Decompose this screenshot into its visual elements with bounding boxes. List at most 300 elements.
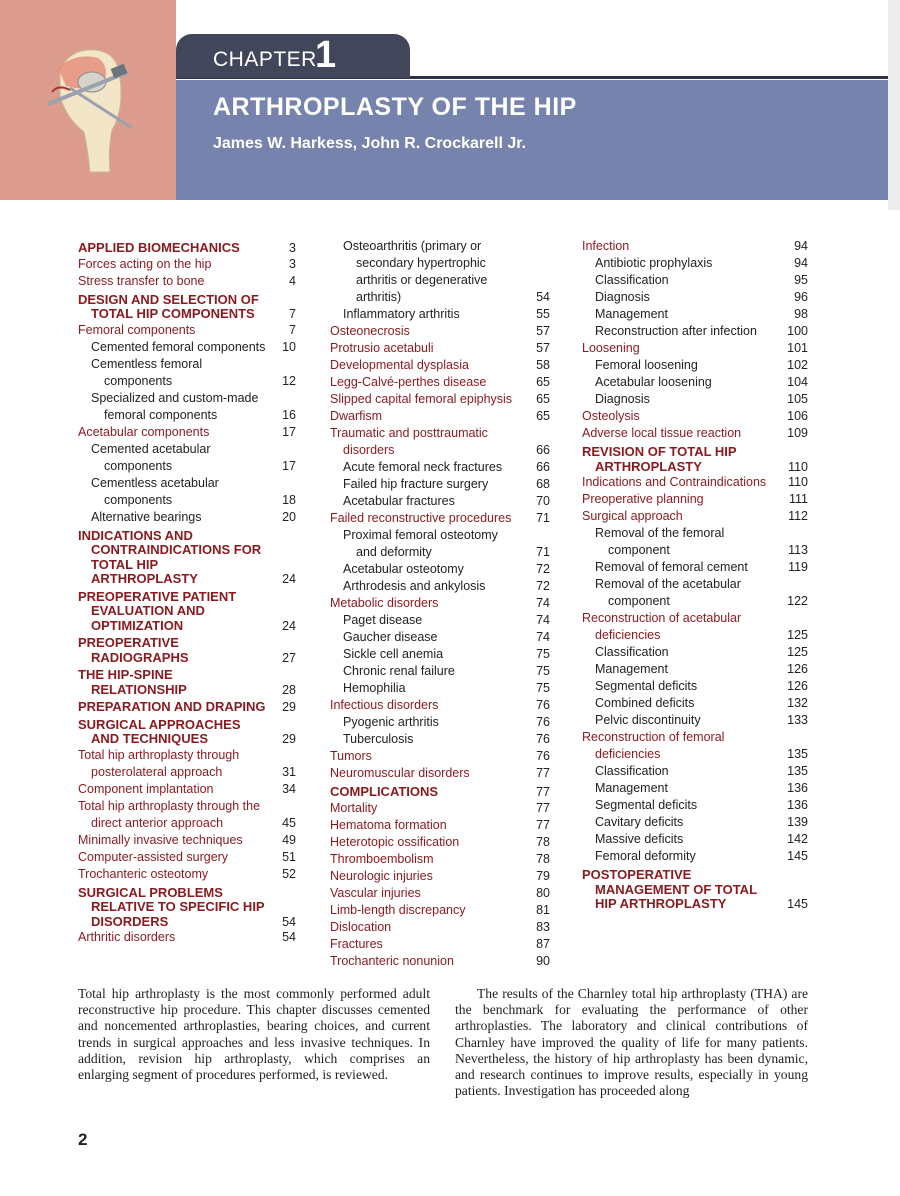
toc-entry-title: APPLIED BIOMECHANICS: [78, 240, 240, 255]
toc-page-number: 76: [536, 715, 550, 729]
toc-entry-title: Arthrodesis and ankylosis: [343, 579, 486, 593]
toc-entry: [582, 357, 808, 374]
toc-entry: [330, 510, 550, 527]
toc-page-number: 20: [282, 509, 296, 524]
toc-entry-title: DESIGN AND SELECTION OF TOTAL HIP COMPONENTS: [78, 291, 259, 321]
toc-page-number: 17: [282, 424, 296, 439]
toc-entry: [330, 663, 550, 680]
toc-entry-title: Legg-Calvé-perthes disease: [330, 375, 487, 389]
toc-page-number: 49: [282, 832, 296, 847]
toc-entry-title: Acute femoral neck fractures: [343, 460, 503, 474]
toc-entry: [582, 391, 808, 408]
toc-page-number: 78: [536, 834, 550, 849]
toc-page-number: 112: [788, 509, 808, 523]
chapter-label: CHAPTER: [213, 48, 317, 71]
toc-entry: [582, 797, 808, 814]
toc-page-number: 66: [536, 460, 550, 474]
toc-entry-title: Minimally invasive techniques: [78, 832, 243, 847]
toc-entry-title: Neuromuscular disorders: [330, 766, 470, 780]
toc-page-number: 139: [787, 815, 808, 829]
toc-entry-title: Arthritic disorders: [78, 930, 176, 944]
toc-page-number: 72: [536, 562, 550, 576]
toc-column-2: [330, 238, 550, 970]
page-edge: [888, 0, 900, 210]
toc-entry: [78, 781, 296, 798]
toc-page-number: 65: [536, 392, 550, 406]
toc-entry: [330, 238, 550, 306]
toc-entry: [330, 714, 550, 731]
toc-entry-title: Metabolic disorders: [330, 596, 439, 610]
toc-page-number: 95: [794, 273, 808, 287]
toc-page-number: 10: [282, 339, 296, 354]
toc-entry: [582, 695, 808, 712]
chapter-authors: James W. Harkess, John R. Crockarell Jr.: [213, 135, 527, 152]
toc-section-heading: [582, 868, 808, 912]
toc-page-number: 24: [282, 618, 296, 633]
toc-entry-title: Cementless acetabular components: [91, 475, 219, 507]
toc-entry: [330, 851, 550, 868]
toc-entry: [582, 425, 808, 442]
toc-page-number: 24: [282, 572, 296, 586]
toc-entry: [330, 697, 550, 714]
toc-page-number: 71: [536, 511, 550, 525]
toc-page-number: 51: [282, 849, 296, 864]
chapter-illustration: [0, 0, 176, 200]
toc-entry-title: Classification: [595, 764, 669, 778]
toc-entry-title: Classification: [595, 645, 669, 659]
toc-entry-title: Surgical approach: [582, 509, 683, 523]
toc-entry: [582, 491, 808, 508]
toc-page-number: 52: [282, 866, 296, 881]
toc-section-heading: [78, 590, 296, 634]
toc-page-number: 74: [536, 630, 550, 644]
toc-entry-title: Removal of femoral cement: [595, 560, 748, 574]
toc-section-heading: [582, 445, 808, 474]
toc-page-number: 29: [282, 700, 296, 714]
toc-entry: [78, 322, 296, 339]
toc-entry-title: Removal of the acetabular component: [595, 577, 741, 608]
toc-entry-title: Failed reconstructive procedures: [330, 511, 512, 525]
toc-entry-title: Trochanteric nonunion: [330, 953, 454, 968]
body-paragraph-2: The results of the Charnley total hip arthroplasty (THA) are the benchmark for evaluating the performance of other arthroplasties. The laboratory and clinical contributions of Charnley have improved the quality of life for many patients. Nevertheless, the history of hip arthroplasty has been dynamic, and research continues to improve results, especially in young patients. Investigation has proceeded along: [455, 986, 808, 1099]
toc-entry-title: PREPARATION AND DRAPING: [78, 699, 266, 714]
toc-entry: [78, 273, 296, 290]
toc-entry-title: Computer-assisted surgery: [78, 849, 229, 864]
toc-page-number: 111: [788, 492, 808, 506]
toc-entry-title: Cementless femoral components: [91, 356, 203, 388]
toc-entry-title: Osteonecrosis: [330, 324, 410, 338]
toc-entry-title: Acetabular loosening: [595, 375, 712, 389]
toc-entry: [582, 729, 808, 763]
toc-page-number: 57: [536, 324, 550, 338]
toc-page-number: 31: [282, 764, 296, 779]
toc-page-number: 113: [788, 543, 808, 557]
toc-entry: [330, 391, 550, 408]
toc-entry: [330, 953, 550, 970]
toc-entry: [582, 289, 808, 306]
chapter-tab: [176, 34, 410, 78]
toc-page-number: 65: [536, 375, 550, 389]
toc-entry: [78, 929, 296, 946]
toc-page-number: 70: [536, 494, 550, 508]
toc-entry-title: Forces acting on the hip: [78, 256, 212, 271]
toc-page-number: 132: [787, 696, 808, 710]
toc-page-number: 76: [536, 698, 550, 712]
toc-entry: [78, 356, 296, 390]
toc-page-number: 105: [787, 392, 808, 406]
toc-page-number: 133: [787, 713, 808, 727]
toc-entry-title: Protrusio acetabuli: [330, 341, 434, 355]
toc-entry-title: Proximal femoral osteotomy and deformity: [343, 528, 498, 559]
toc-entry-title: Dislocation: [330, 919, 392, 934]
toc-entry-title: Limb-length discrepancy: [330, 902, 466, 917]
toc-entry-title: Infection: [582, 239, 630, 253]
toc-entry-title: Femoral loosening: [595, 358, 698, 372]
toc-page-number: 75: [536, 664, 550, 678]
toc-entry: [330, 476, 550, 493]
toc-page-number: 68: [536, 477, 550, 491]
toc-page-number: 125: [787, 645, 808, 659]
toc-entry: [582, 678, 808, 695]
toc-entry: [330, 561, 550, 578]
toc-page-number: 12: [282, 373, 296, 388]
toc-entry: [330, 527, 550, 561]
toc-entry: [582, 780, 808, 797]
toc-section-heading: [78, 529, 296, 587]
toc-entry-title: REVISION OF TOTAL HIP ARTHROPLASTY: [582, 444, 737, 474]
toc-entry: [330, 340, 550, 357]
toc-entry-title: Total hip arthroplasty through the direct anterior approach: [78, 798, 261, 830]
toc-page-number: 54: [536, 290, 550, 304]
toc-entry: [78, 475, 296, 509]
toc-entry-title: Reconstruction of acetabular deficiencies: [582, 611, 742, 642]
toc-entry: [582, 306, 808, 323]
toc-entry: [330, 595, 550, 612]
toc-page-number: 104: [787, 375, 808, 389]
toc-entry: [582, 848, 808, 865]
chapter-title: ARTHROPLASTY OF THE HIP: [213, 93, 577, 121]
toc-page-number: 28: [282, 682, 296, 697]
toc-page-number: 145: [787, 897, 808, 911]
toc-page-number: 94: [794, 256, 808, 270]
toc-entry: [330, 459, 550, 476]
toc-entry-title: Management: [595, 307, 668, 321]
toc-entry: [330, 868, 550, 885]
toc-page-number: 16: [282, 407, 296, 422]
toc-entry: [78, 339, 296, 356]
toc-page-number: 7: [289, 307, 296, 321]
toc-page-number: 142: [787, 832, 808, 846]
toc-page-number: 77: [536, 817, 550, 832]
toc-page-number: 74: [536, 613, 550, 627]
toc-page-number: 3: [289, 256, 296, 271]
toc-page-number: 90: [536, 953, 550, 968]
toc-entry-title: Acetabular components: [78, 424, 210, 439]
body-paragraph-1: Total hip arthroplasty is the most commonly performed adult reconstructive hip procedure. This chapter discusses cemented and noncemented arthroplasties, bearing choices, and current trends in surgical approaches and less invasive techniques. In addition, revision hip arthroplasty, which comprises an enlarging segment of procedures performed, is reviewed.: [78, 986, 430, 1083]
toc-entry-title: Segmental deficits: [595, 798, 698, 812]
toc-entry-title: Dwarfism: [330, 409, 383, 423]
toc-entry-title: Gaucher disease: [343, 630, 438, 644]
toc-entry-title: Pelvic discontinuity: [595, 713, 701, 727]
chapter-number: 1: [315, 34, 337, 76]
toc-entry-title: Cemented acetabular components: [91, 441, 211, 473]
toc-entry: [582, 474, 808, 491]
toc-entry-title: Classification: [595, 273, 669, 287]
toc-page-number: 34: [282, 781, 296, 796]
toc-page-number: 106: [787, 409, 808, 423]
toc-entry-title: SURGICAL PROBLEMS RELATIVE TO SPECIFIC HIP DISORDERS: [78, 884, 265, 929]
toc-page-number: 78: [536, 851, 550, 866]
toc-entry: [78, 866, 296, 883]
toc-entry-title: Failed hip fracture surgery: [343, 477, 489, 491]
toc-entry: [330, 902, 550, 919]
toc-entry-title: Hematoma formation: [330, 817, 447, 832]
toc-entry: [78, 256, 296, 273]
toc-page-number: 74: [536, 596, 550, 610]
toc-entry: [78, 441, 296, 475]
toc-page-number: 3: [289, 241, 296, 255]
toc-entry-title: Segmental deficits: [595, 679, 698, 693]
toc-entry: [582, 831, 808, 848]
toc-entry-title: Acetabular fractures: [343, 494, 455, 508]
toc-entry: [330, 612, 550, 629]
toc-entry-title: Adverse local tissue reaction: [582, 426, 742, 440]
toc-entry: [582, 763, 808, 780]
toc-page-number: 136: [787, 798, 808, 812]
toc-entry: [330, 374, 550, 391]
toc-entry: [330, 919, 550, 936]
toc-entry-title: Acetabular osteotomy: [343, 562, 464, 576]
toc-entry-title: PREOPERATIVE RADIOGRAPHS: [78, 635, 189, 665]
toc-entry-title: Tumors: [330, 749, 372, 763]
toc-entry-title: Mortality: [330, 800, 378, 815]
toc-page-number: 102: [787, 358, 808, 372]
toc-entry-title: Femoral components: [78, 322, 196, 337]
toc-entry: [330, 493, 550, 510]
toc-section-heading: [78, 886, 296, 930]
toc-entry: [582, 408, 808, 425]
toc-page-number: 83: [536, 919, 550, 934]
toc-entry-title: Alternative bearings: [91, 509, 202, 524]
toc-entry: [330, 357, 550, 374]
toc-entry-title: COMPLICATIONS: [330, 784, 439, 799]
toc-page-number: 4: [289, 273, 296, 288]
toc-entry-title: Tuberculosis: [343, 732, 414, 746]
hip-arthroplasty-illustration: [0, 0, 176, 200]
toc-entry: [330, 765, 550, 782]
toc-page-number: 76: [536, 732, 550, 746]
toc-page-number: 72: [536, 579, 550, 593]
toc-entry: [330, 680, 550, 697]
toc-entry-title: Vascular injuries: [330, 885, 421, 900]
toc-page-number: 29: [282, 732, 296, 746]
toc-entry-title: Preoperative planning: [582, 492, 704, 506]
toc-entry-title: Stress transfer to bone: [78, 273, 205, 288]
toc-page-number: 55: [536, 307, 550, 321]
toc-entry: [582, 814, 808, 831]
toc-page-number: 110: [788, 459, 808, 474]
toc-page-number: 96: [794, 290, 808, 304]
toc-entry-title: INDICATIONS AND CONTRAINDICATIONS FOR TOTAL HIP ARTHROPLASTY: [78, 527, 262, 586]
toc-page-number: 135: [787, 764, 808, 778]
toc-entry-title: Diagnosis: [595, 290, 650, 304]
toc-entry: [582, 576, 808, 610]
toc-page-number: 126: [787, 679, 808, 693]
page-number: 2: [78, 1130, 88, 1149]
toc-entry-title: Indications and Contraindications: [582, 475, 767, 489]
toc-entry: [330, 800, 550, 817]
toc-entry-title: Infectious disorders: [330, 698, 439, 712]
toc-entry-title: Management: [595, 662, 668, 676]
toc-entry: [582, 610, 808, 644]
toc-entry-title: Traumatic and posttraumatic disorders: [330, 426, 488, 457]
toc-entry-title: Removal of the femoral component: [595, 526, 725, 557]
toc-entry-title: Paget disease: [343, 613, 423, 627]
toc-page-number: 75: [536, 647, 550, 661]
toc-section-heading: [78, 668, 296, 697]
toc-entry-title: SURGICAL APPROACHES AND TECHNIQUES: [78, 716, 241, 746]
toc-entry: [330, 629, 550, 646]
toc-page-number: 27: [282, 650, 296, 665]
toc-entry: [78, 509, 296, 526]
toc-entry: [582, 238, 808, 255]
toc-entry-title: Component implantation: [78, 781, 214, 796]
toc-entry-title: Loosening: [582, 341, 640, 355]
toc-entry: [78, 424, 296, 441]
toc-entry-title: Massive deficits: [595, 832, 684, 846]
toc-page-number: 80: [536, 885, 550, 900]
toc-page-number: 7: [289, 322, 296, 337]
toc-section-heading: [78, 241, 296, 256]
toc-entry: [582, 559, 808, 576]
toc-entry: [582, 661, 808, 678]
toc-entry-title: Developmental dysplasia: [330, 358, 469, 372]
toc-page-number: 100: [787, 324, 808, 338]
toc-page-number: 71: [536, 545, 550, 559]
toc-entry: [330, 646, 550, 663]
toc-page-number: 57: [536, 341, 550, 355]
toc-page-number: 145: [787, 849, 808, 863]
toc-page-number: 17: [282, 458, 296, 473]
toc-page-number: 79: [536, 868, 550, 883]
toc-entry: [582, 272, 808, 289]
toc-section-heading: [78, 293, 296, 322]
toc-page-number: 18: [282, 492, 296, 507]
toc-entry-title: POSTOPERATIVE MANAGEMENT OF TOTAL HIP ARTHROPLASTY: [582, 867, 757, 911]
toc-entry-title: Osteoarthritis (primary or secondary hypertrophic arthritis or degenerative arthritis): [343, 239, 488, 304]
toc-entry-title: Management: [595, 781, 668, 795]
toc-page-number: 54: [282, 930, 296, 944]
toc-entry-title: Osteolysis: [582, 409, 640, 423]
toc-entry: [330, 408, 550, 425]
toc-entry-title: Specialized and custom-made femoral components: [91, 390, 259, 422]
toc-page-number: 122: [787, 594, 808, 608]
toc-entry: [582, 323, 808, 340]
toc-entry: [78, 832, 296, 849]
toc-entry: [330, 425, 550, 459]
toc-entry-title: Antibiotic prophylaxis: [595, 256, 713, 270]
toc-entry: [582, 644, 808, 661]
toc-entry-title: Reconstruction of femoral deficiencies: [582, 730, 725, 761]
toc-page-number: 77: [536, 766, 550, 780]
toc-entry-title: Total hip arthroplasty through posterolateral approach: [78, 747, 240, 779]
toc-entry: [330, 748, 550, 765]
toc-entry: [78, 849, 296, 866]
toc-page-number: 75: [536, 681, 550, 695]
toc-page-number: 101: [787, 341, 808, 355]
toc-page-number: 126: [787, 662, 808, 676]
toc-entry-title: Pyogenic arthritis: [343, 715, 439, 729]
toc-page-number: 125: [787, 628, 808, 642]
toc-entry: [582, 255, 808, 272]
toc-entry-title: Inflammatory arthritis: [343, 307, 460, 321]
toc-entry-title: Cavitary deficits: [595, 815, 684, 829]
toc-entry: [78, 390, 296, 424]
toc-page-number: 77: [536, 785, 550, 799]
toc-entry-title: Sickle cell anemia: [343, 647, 444, 661]
toc-entry-title: Neurologic injuries: [330, 868, 433, 883]
toc-entry: [78, 747, 296, 781]
toc-page-number: 77: [536, 800, 550, 815]
toc-entry: [78, 798, 296, 832]
toc-section-heading: [78, 636, 296, 665]
toc-entry-title: Cemented femoral components: [91, 339, 266, 354]
toc-entry-title: Combined deficits: [595, 696, 695, 710]
toc-section-heading: [330, 785, 550, 800]
toc-column-1: [78, 238, 296, 946]
toc-page-number: 136: [787, 781, 808, 795]
toc-entry-title: Thromboembolism: [330, 851, 434, 866]
toc-page-number: 54: [282, 914, 296, 929]
toc-entry: [330, 323, 550, 340]
toc-entry: [330, 885, 550, 902]
toc-entry: [582, 712, 808, 729]
toc-entry: [582, 508, 808, 525]
toc-page-number: 66: [536, 443, 550, 457]
toc-page-number: 87: [536, 936, 550, 951]
toc-entry-title: THE HIP-SPINE RELATIONSHIP: [78, 667, 187, 697]
toc-entry: [582, 340, 808, 357]
toc-column-3: [582, 238, 808, 912]
toc-entry-title: Diagnosis: [595, 392, 650, 406]
toc-page-number: 109: [787, 426, 808, 440]
toc-section-heading: [78, 700, 296, 715]
toc-entry-title: Hemophilia: [343, 681, 406, 695]
toc-section-heading: [78, 718, 296, 747]
toc-page-number: 98: [794, 307, 808, 321]
toc-page-number: 81: [536, 902, 550, 917]
toc-page-number: 76: [536, 749, 550, 763]
toc-entry-title: Chronic renal failure: [343, 664, 455, 678]
toc-entry-title: PREOPERATIVE PATIENT EVALUATION AND OPTIMIZATION: [78, 588, 237, 633]
toc-entry: [582, 374, 808, 391]
toc-entry: [330, 817, 550, 834]
toc-page-number: 65: [536, 409, 550, 423]
toc-entry-title: Slipped capital femoral epiphysis: [330, 392, 513, 406]
toc-entry: [582, 525, 808, 559]
toc-page-number: 58: [536, 358, 550, 372]
toc-page-number: 45: [282, 815, 296, 830]
toc-page-number: 119: [788, 560, 808, 574]
toc-entry-title: Heterotopic ossification: [330, 834, 460, 849]
toc-entry: [330, 578, 550, 595]
toc-page-number: 135: [787, 747, 808, 761]
toc-page-number: 110: [788, 475, 808, 489]
toc-page-number: 94: [794, 239, 808, 253]
toc-entry: [330, 936, 550, 953]
toc-entry: [330, 306, 550, 323]
toc-entry: [330, 834, 550, 851]
